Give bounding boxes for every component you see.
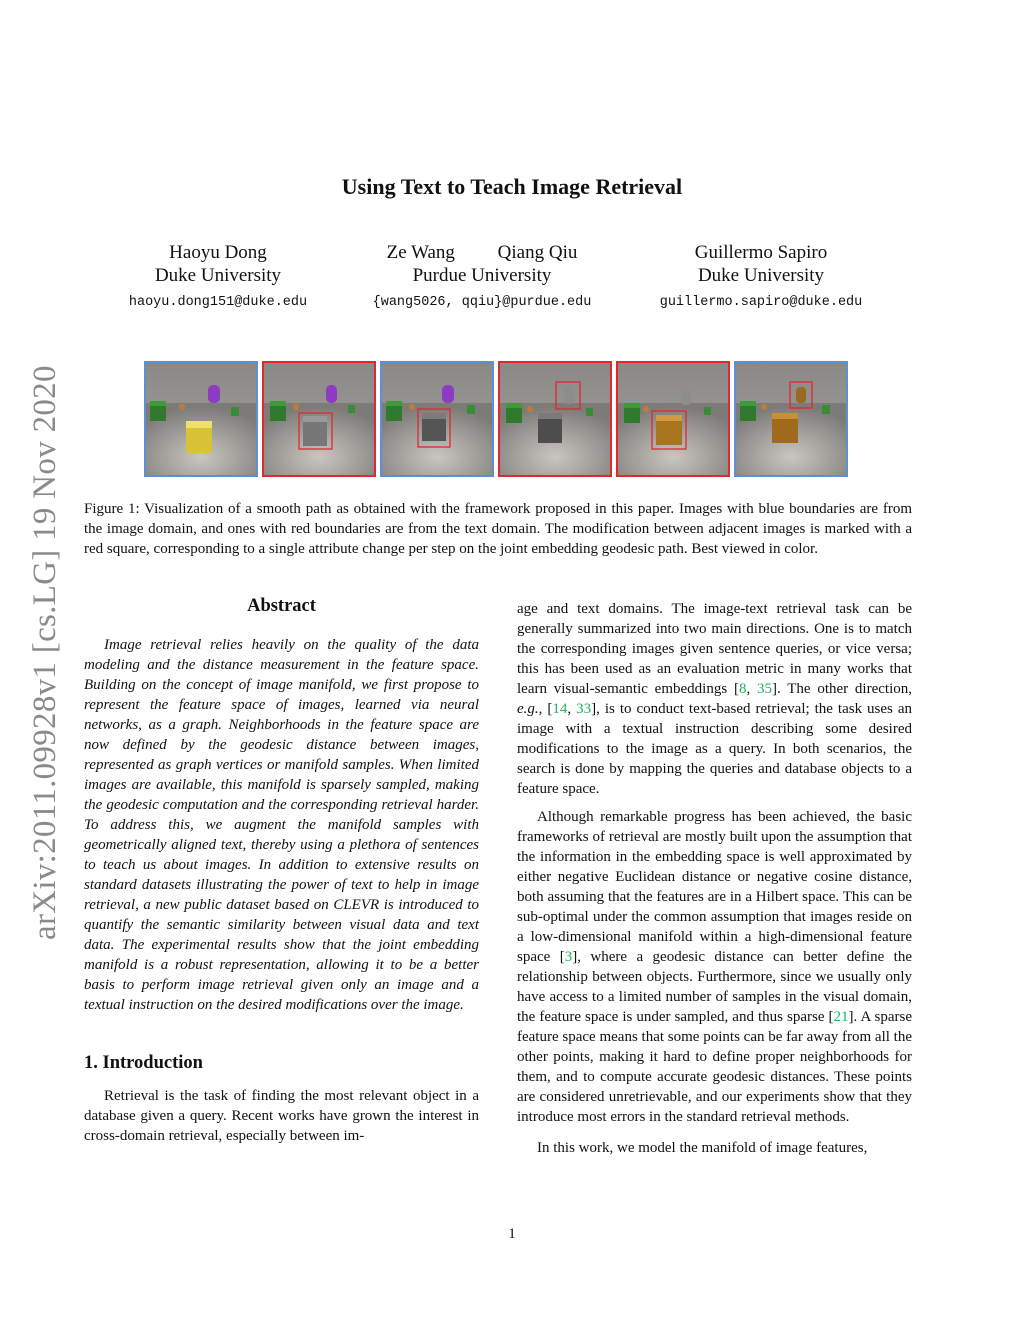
- arxiv-stamp: arXiv:2011.09928v1 [cs.LG] 19 Nov 2020: [27, 365, 63, 940]
- author-email[interactable]: guillermo.sapiro@duke.edu: [659, 295, 863, 310]
- citation-3[interactable]: 3: [564, 949, 573, 965]
- citation-33[interactable]: 33: [576, 701, 592, 717]
- figure-tile-3: [380, 361, 494, 477]
- author-email[interactable]: haoyu.dong151@duke.edu: [128, 295, 308, 310]
- section-heading-introduction: 1. Introduction: [84, 1053, 203, 1073]
- abstract-body: Image retrieval relies heavily on the quality of the data modeling and the distance measurement in the feature space. Building on the concept of image manifold, we first propose to represent the feature space of images, learned via neural networks, as a graph. Neighborhoods in the feature space are now defined by the geodesic distance between images, represented as graph vertices or manifold samples. When limited images are available, this manifold is sparsely sampled, making the geodesic computation and the corresponding retrieval harder. To address this, we augment the manifold samples with geometrically aligned text, thereby using a plethora of sentences to teach us about images. In addition to extensive results on standard datasets illustrating the power of text to help in image retrieval, a new public dataset based on CLEVR is introduced to quantify the semantic similarity between visual data and text data. The experimental results show that the joint embedding manifold is a robust representation, allowing it to be a better basis to perform image retrieval given only an image and a textual instruction on the desired modifications over the image.: [84, 637, 479, 1013]
- left-column: [84, 596, 479, 1146]
- right-paragraph-1: age and text domains. The image-text retrieval task can be generally summarized into two main directions. One is to match the corresponding images given sentence queries, or vice versa; this has been used as an evaluation metric in many works that learn visual-semantic embeddings [8, 35]. The other direction, e.g., [14, 33], is to conduct text-based retrieval; the task uses an image with a textual instruction describing some desired modifications to the image as a query. In both scenarios, the search is done by mapping the queries and database objects to a feature space.: [517, 601, 913, 797]
- intro-paragraph: Retrieval is the task of finding the most relevant object in a database given a query. Recent works have grown the interest in cross-domain retrieval, especially between im-: [84, 1088, 479, 1144]
- citation-35[interactable]: 35: [756, 681, 772, 697]
- right-paragraph-2: Although remarkable progress has been achieved, the basic frameworks of retrieval are mostly built upon the assumption that the information in the embedding space is well approximated by either negative Euclidean distance or negative cosine distance, both assuming that the features are in a Hilbert space. This can be sub-optimal under the common assumption that images reside on a low-dimensional manifold within a high-dimensional feature space [3], where a geodesic distance can better define the relationship between objects. Furthermore, since we usually only have access to a limited number of samples in the visual domain, the feature space is under sampled, and thus sparse [21]. A sparse feature space means that some points can be far away from all the other points, making it hard to define proper neighborhoods for them, and to compute accurate geodesic distances. These points are considered unretrievable, and our experiments show that they introduce most errors in the standard retrieval methods.: [517, 809, 913, 1125]
- abstract-heading: Abstract: [247, 596, 316, 616]
- author-block-2: [352, 241, 612, 314]
- figure-caption: Figure 1: Visualization of a smooth path as obtained with the framework proposed in this paper. Images with blue boundaries are from the image domain, and ones with red boundaries are from the text domain. The modification between adjacent images is marked with a red square, corresponding to a single attribute change per step on the joint embedding geodesic path. Best viewed in color.: [84, 501, 912, 557]
- citation-21[interactable]: 21: [833, 1009, 849, 1025]
- citation-14[interactable]: 14: [552, 701, 568, 717]
- author-affiliation: Purdue University: [412, 265, 552, 286]
- figure-tile-2: [262, 361, 376, 477]
- author-email[interactable]: {wang5026, qqiu}@purdue.edu: [372, 295, 592, 310]
- author-affiliation: Duke University: [154, 265, 282, 286]
- right-column: [517, 599, 912, 1158]
- figure-1: [144, 361, 852, 481]
- author-block-3: [636, 241, 886, 314]
- figure-tile-5: [616, 361, 730, 477]
- author-names: Ze Wang Qiang Qiu: [386, 242, 578, 263]
- author-affiliation: Duke University: [697, 265, 825, 286]
- page-number: 1: [508, 1226, 516, 1242]
- author-names: Guillermo Sapiro: [694, 242, 828, 263]
- figure-tile-6: [734, 361, 848, 477]
- author-names: Haoyu Dong: [169, 242, 267, 263]
- paper-title: Using Text to Teach Image Retrieval: [341, 174, 683, 199]
- citation-8[interactable]: 8: [738, 681, 747, 697]
- figure-tile-1: [144, 361, 258, 477]
- author-block-1: [108, 241, 328, 314]
- right-paragraph-3: In this work, we model the manifold of image features,: [537, 1140, 868, 1156]
- figure-tile-4: [498, 361, 612, 477]
